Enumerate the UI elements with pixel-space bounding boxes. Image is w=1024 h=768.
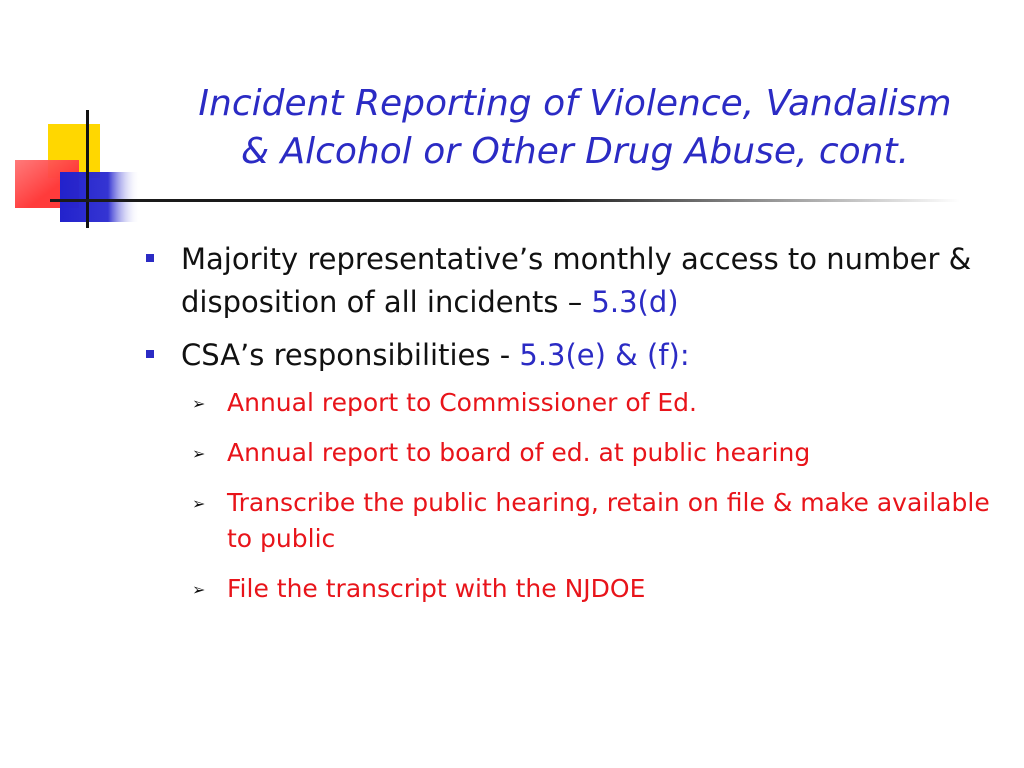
bullet-text: Majority representative’s monthly access to number & disposition of all incidents – (181, 242, 972, 319)
arrow-bullet-icon: ➢ (192, 494, 206, 513)
sub-bullet-text: Annual report to board of ed. at public hearing (227, 438, 811, 467)
sub-bullet-item (140, 435, 1000, 471)
arrow-bullet-icon: ➢ (192, 394, 206, 413)
bullet-text: CSA’s responsibilities - (181, 338, 520, 372)
sub-bullet-item (140, 485, 1000, 557)
sub-bullet-item (140, 385, 1000, 421)
sub-bullet-text: Transcribe the public hearing, retain on file & make available to public (227, 488, 990, 553)
arrow-bullet-icon: ➢ (192, 580, 206, 599)
sub-bullet-list (140, 385, 1000, 607)
sub-bullet-text: File the transcript with the NJDOE (227, 574, 646, 603)
colored-squares-crosshair-logo (0, 0, 150, 240)
bullet-item (140, 238, 1000, 324)
slide-logo (0, 0, 150, 240)
sub-bullet-item (140, 571, 1000, 607)
slide-title-line-2: & Alcohol or Other Drug Abuse, cont. (240, 131, 910, 172)
sub-bullet-text: Annual report to Commissioner of Ed. (227, 388, 697, 417)
bullet-reference: 5.3(e) & (f): (519, 338, 690, 372)
slide-title (140, 80, 1010, 176)
bullet-item (140, 334, 1000, 377)
bullet-reference: 5.3(d) (591, 285, 679, 319)
arrow-bullet-icon: ➢ (192, 444, 206, 463)
slide-title-line-1: Incident Reporting of Violence, Vandalism (198, 83, 952, 124)
slide-body (140, 238, 1000, 621)
square-bullet-icon (146, 350, 154, 358)
title-divider (50, 199, 960, 202)
square-bullet-icon (146, 254, 154, 262)
